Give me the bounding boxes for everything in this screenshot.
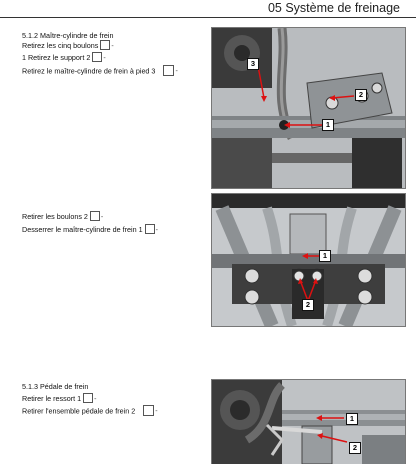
step-checkbox[interactable] [143, 405, 154, 416]
step-item [22, 406, 158, 417]
callout-label: 2 [355, 89, 367, 101]
callout-label: 1 [346, 413, 358, 425]
callout-label: 1 [319, 250, 331, 262]
step-checkbox[interactable] [83, 393, 93, 403]
step-dash: - [103, 54, 106, 62]
step-checkbox[interactable] [163, 65, 174, 76]
step-checkbox[interactable] [100, 40, 110, 50]
callout-label: 2 [302, 299, 314, 311]
step-text: Retirer les boulons 2 [22, 212, 88, 221]
step-dash: - [111, 42, 114, 50]
master-cylinder-photo [211, 27, 406, 189]
callout-label: 3 [247, 58, 259, 70]
callout-label: 2 [349, 442, 361, 454]
step-item [22, 225, 158, 235]
bolts-photo [211, 193, 406, 327]
step-item [22, 394, 96, 404]
step-dash: - [94, 395, 97, 403]
step-dash: - [155, 226, 158, 234]
step-item [22, 66, 178, 77]
step-dash: - [155, 408, 158, 415]
step-text: 1 Retirez le support 2 [22, 53, 91, 62]
step-text: Retirez le maître-cylindre de frein à pied 3 [22, 66, 156, 76]
step-dash: - [175, 68, 178, 75]
brake-pedal-photo [211, 379, 406, 464]
step-checkbox[interactable] [92, 52, 102, 62]
header-divider [0, 17, 416, 18]
section-heading: 5.1.3 Pédale de frein [22, 382, 89, 391]
step-checkbox[interactable] [145, 224, 155, 234]
step-item [22, 53, 106, 63]
step-text: Retirer l'ensemble pédale de frein 2 [22, 406, 136, 416]
step-item [22, 41, 114, 51]
callout-label: 1 [322, 119, 334, 131]
step-dash: - [100, 213, 104, 221]
step-text: Desserrer le maître-cylindre de frein 1 [22, 225, 143, 234]
step-text: Retirez les cinq boulons [22, 41, 99, 50]
step-checkbox[interactable] [90, 211, 100, 221]
section-heading: 5.1.2 Maître-cylindre de frein [22, 31, 114, 40]
step-text: Retirer le ressort 1 [22, 394, 82, 403]
chapter-title: 05 Système de freinage [267, 1, 400, 15]
step-item [22, 212, 103, 222]
